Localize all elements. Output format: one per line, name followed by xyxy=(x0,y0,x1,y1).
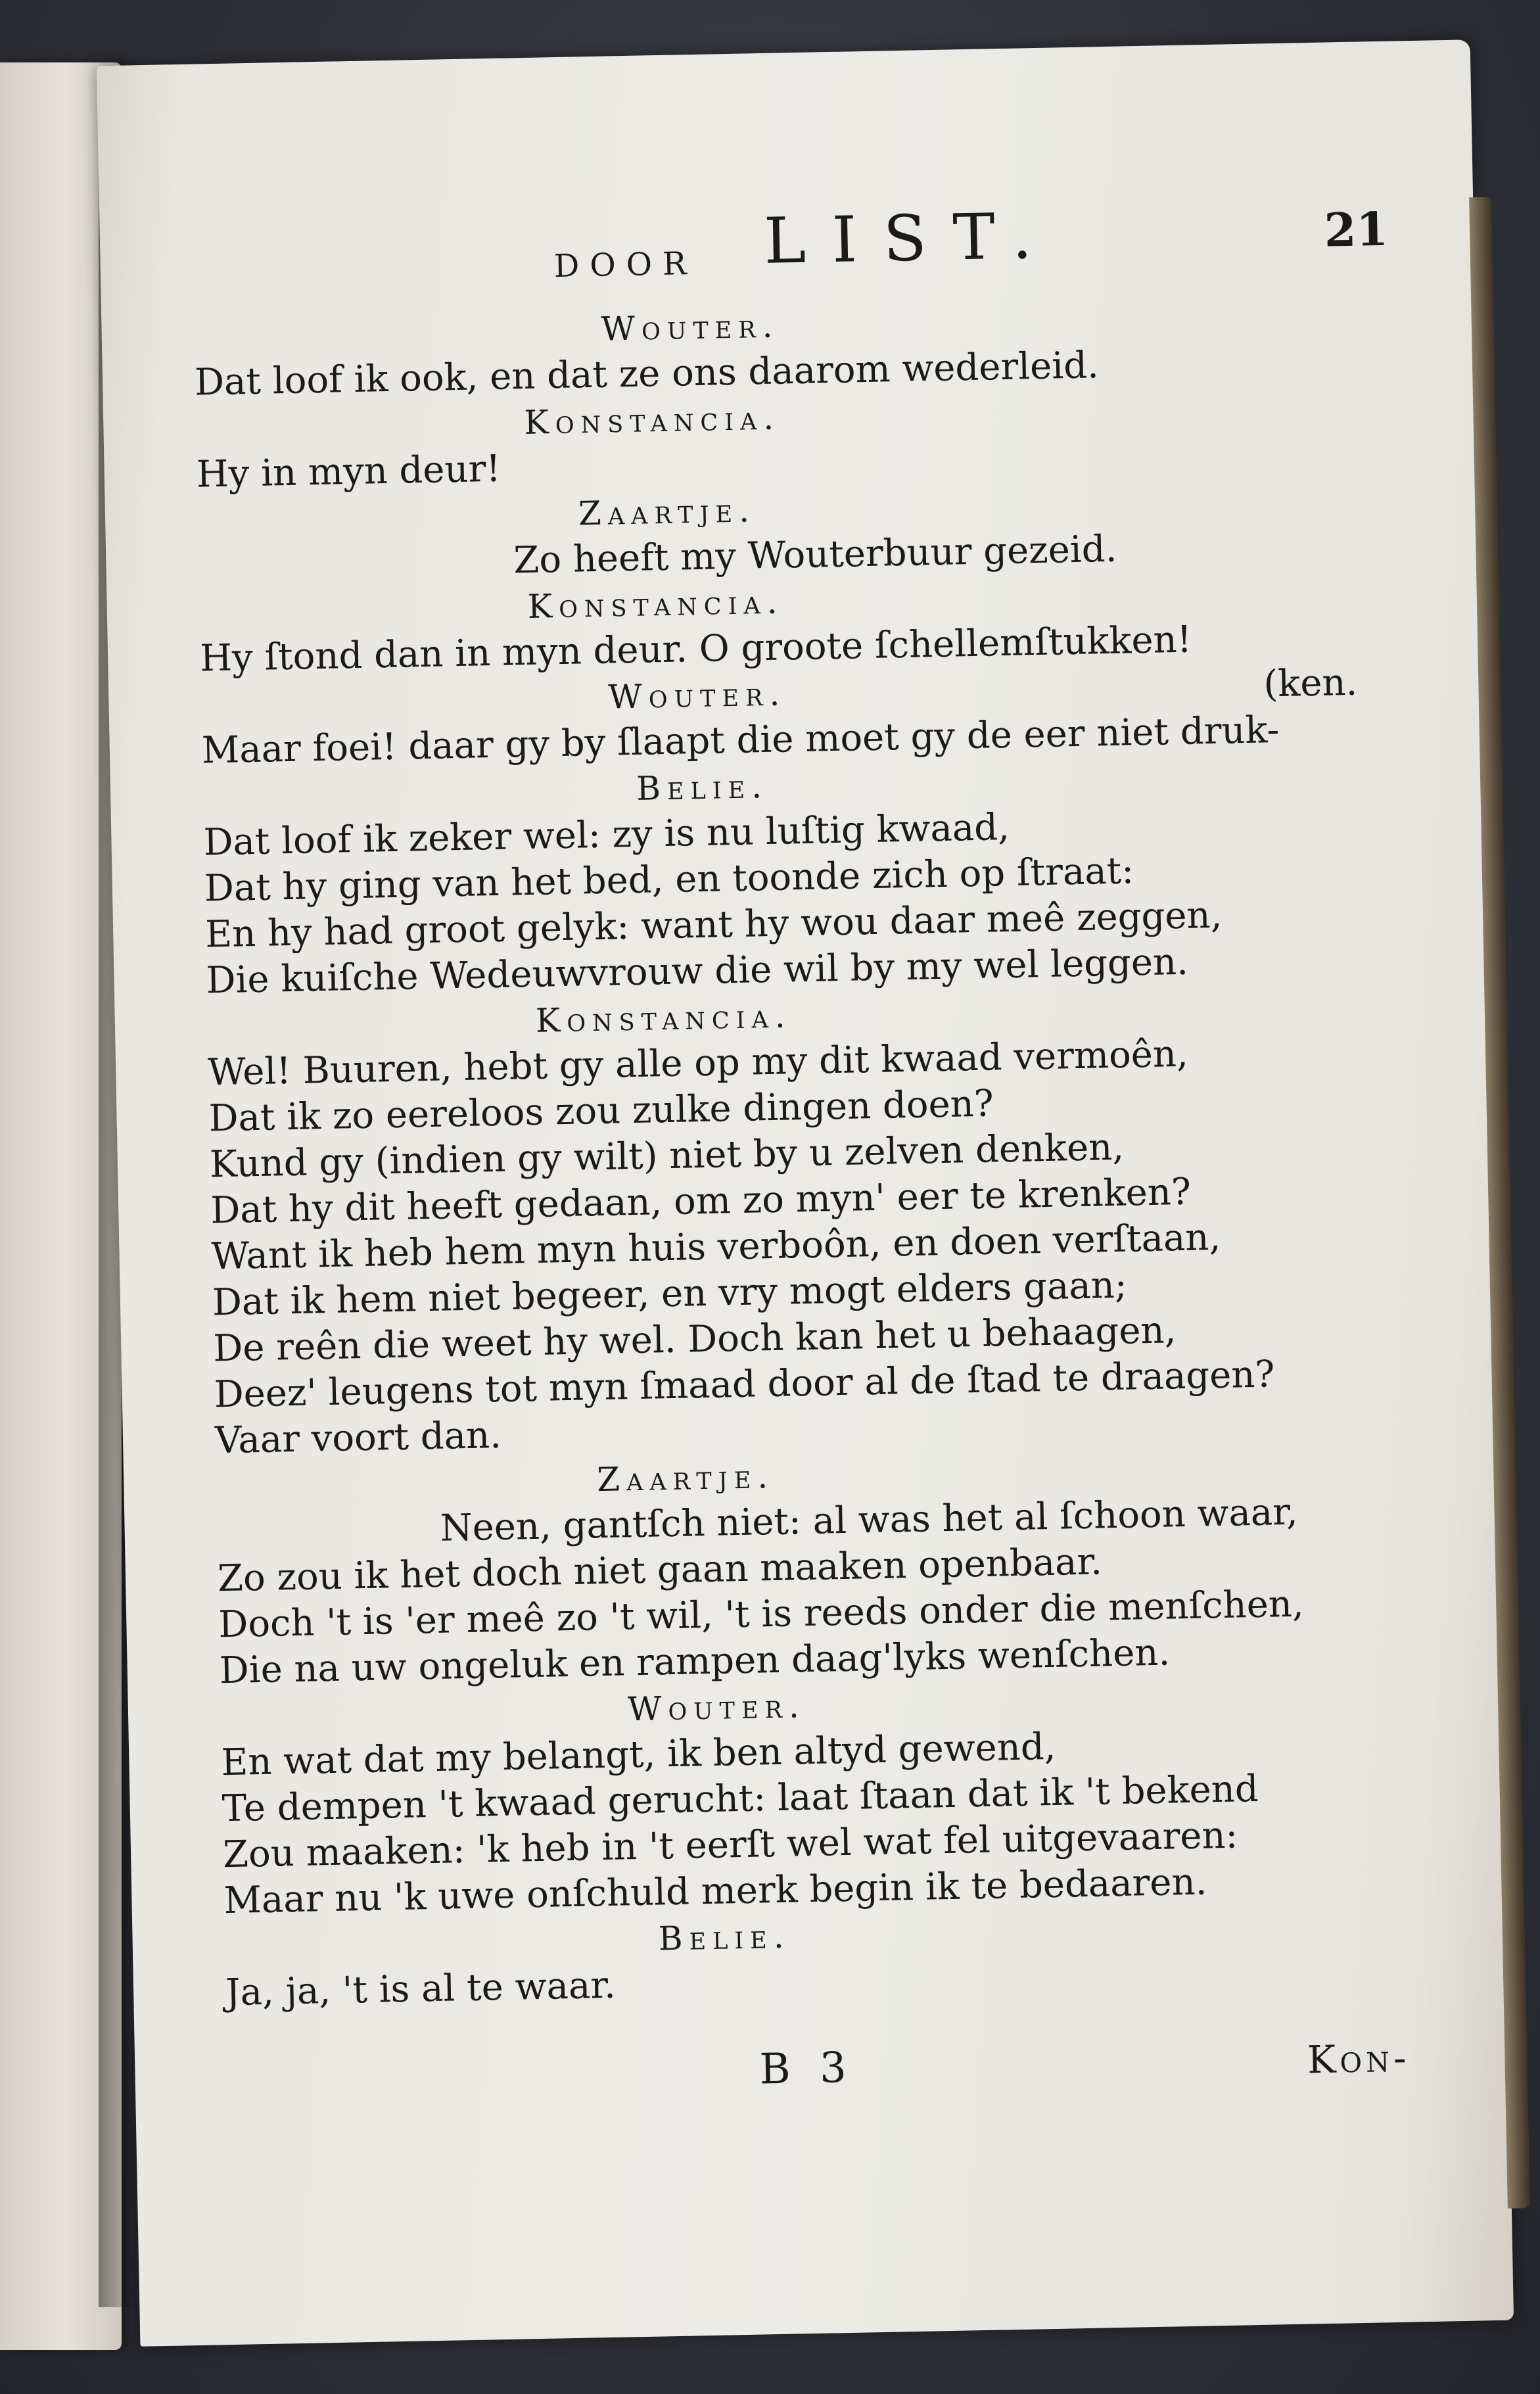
verse-line: Dat hy ging van het bed, en toonde zich op ſtraat: xyxy=(204,849,1134,910)
speaker-heading: Zaartje. xyxy=(578,491,757,533)
verse-line: Neen, gantſch niet: al was het al ſchoon waar, xyxy=(440,1490,1299,1550)
verse-line: Vaar voort dan. xyxy=(214,1413,502,1463)
verse-line: Hy in myn deur! xyxy=(196,447,502,496)
speaker-heading: Belie. xyxy=(636,766,769,808)
verse-line: En hy had groot gelyk: want hy wou daar meê zeggen, xyxy=(204,893,1223,956)
catchword: Kon- xyxy=(1307,2035,1411,2082)
page-footer xyxy=(214,2020,1411,2115)
speaker-heading: Wouter. (ken. xyxy=(607,661,1358,716)
verse-line: Dat hy dit heeft gedaan, om zo myn' eer te krenken? xyxy=(210,1170,1192,1232)
verse-line: Dat loof ik zeker wel: zy is nu luſtig kwaad, xyxy=(202,805,1010,864)
speaker-heading: Wouter. xyxy=(627,1687,806,1729)
verse-line: Dat ik hem niet begeer, en vry mogt elders gaan; xyxy=(212,1263,1128,1325)
running-head-door: DOOR xyxy=(553,245,697,285)
speaker-heading: Wouter. xyxy=(601,306,780,348)
verse-line: Dat ik zo eereloos zou zulke dingen doen? xyxy=(208,1082,994,1140)
signature-mark: B 3 xyxy=(758,2043,855,2094)
verse-line: Want ik heb hem myn huis verboôn, en doen verſtaan, xyxy=(211,1215,1221,1279)
verse-line: Zo zou ik het doch niet gaan maaken openbaar. xyxy=(217,1540,1103,1601)
verse-line: Deez' leugens tot myn ſmaad door al de ſtad te draagen? xyxy=(214,1353,1275,1417)
verse-line: Hy ſtond dan in myn deur. O groote ſchellemſtukken! xyxy=(199,618,1192,680)
verse-line: Kund gy (indien gy wilt) niet by u zelven denken, xyxy=(209,1125,1125,1186)
speaker-heading: Konstancia. xyxy=(527,582,785,626)
verse-line: Dat loof ik ook, en dat ze ons daarom wederleid. xyxy=(194,344,1100,404)
page-number: 21 xyxy=(1323,201,1389,258)
speaker-heading: Konstancia. xyxy=(535,997,793,1040)
speaker-heading: Zaartje. xyxy=(596,1457,775,1499)
verse-line: De reên die weet hy wel. Doch kan het u behaagen, xyxy=(212,1309,1177,1371)
verse-line: En wat dat my belangt, ik ben altyd gewend, xyxy=(220,1725,1056,1785)
verse-line: Maar nu 'k uwe onſchuld merk begin ik te bedaaren. xyxy=(223,1860,1207,1923)
book-page xyxy=(97,39,1514,2346)
verse-line: Die kuiſche Wedeuwvrouw die wil by my wel leggen. xyxy=(206,940,1189,1002)
verse-line: Maar foei! daar gy by ſlaapt die moet gy de eer niet druk- xyxy=(201,709,1280,772)
verse-line: Die na uw ongeluk en rampen daag'lyks wenſchen. xyxy=(219,1631,1171,1693)
speaker-heading: Belie. xyxy=(658,1917,791,1958)
page-edge xyxy=(1469,197,1530,2209)
verse-line: Wel! Buuren, hebt gy alle op my dit kwaad vermoên, xyxy=(207,1032,1189,1094)
verse-line: Zou maaken: 'k heb in 't eerſt wel wat fel uitgevaaren: xyxy=(222,1814,1238,1877)
verse-line: Ja, ja, 't is al te waar. xyxy=(225,1963,617,2015)
page-text xyxy=(178,193,1411,2115)
runover-fragment: (ken. xyxy=(1263,661,1358,706)
verse-line: Doch 't is 'er meê zo 't wil, 't is reeds onder die menſchen, xyxy=(218,1582,1305,1647)
verse-line: Zo heeft my Wouterbuur gezeid. xyxy=(513,527,1117,582)
verse-line: Te dempen 't kwaad gerucht: laat ſtaan dat ik 't bekend xyxy=(222,1767,1259,1831)
running-head-title: LIST. xyxy=(763,199,1060,278)
speaker-heading: Konstancia. xyxy=(523,398,781,442)
